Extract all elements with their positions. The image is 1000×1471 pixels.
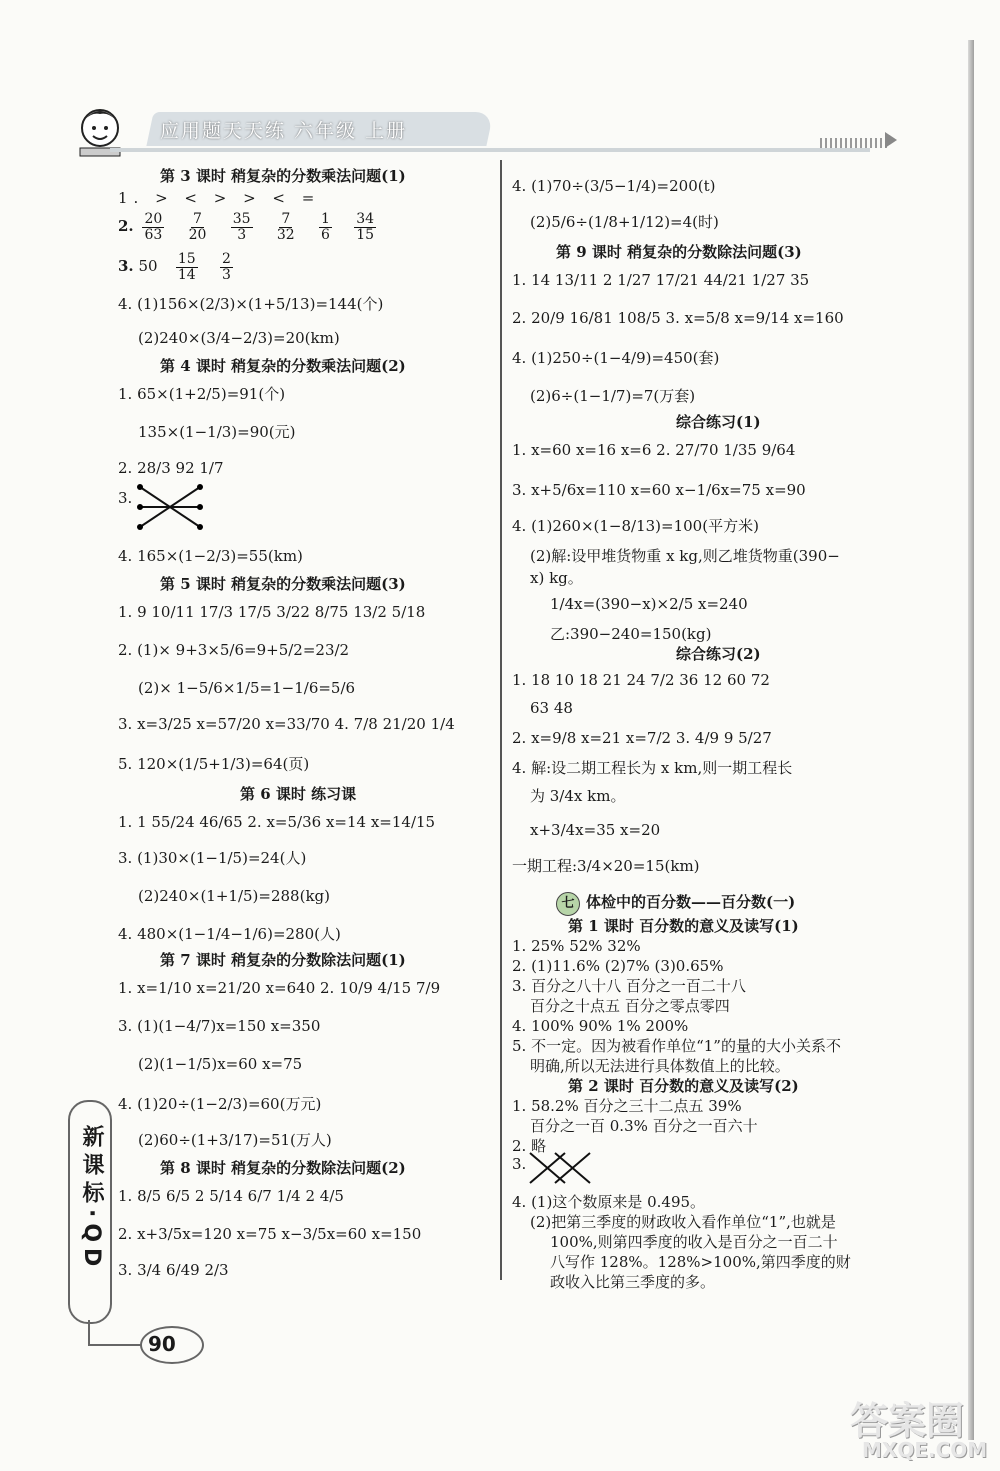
answer-line: 1. 9 10/11 17/3 17/5 3/22 8/75 13/2 5/18 (118, 603, 426, 621)
answer-line: 政收入比第三季度的多。 (550, 1273, 716, 1291)
answer-line: (2)6÷(1−1/7)=7(万套) (530, 387, 696, 405)
answer-line: 4. (1)260×(1−8/13)=100(平方米) (512, 517, 759, 535)
answer-line: 5. 不一定。因为被看作单位“1”的量的大小关系不 (512, 1037, 841, 1055)
section-title: 第 6 课时 练习课 (240, 785, 357, 803)
watermark-logo: 答案圈 (850, 1399, 965, 1443)
section-title: 第 3 课时 稍复杂的分数乘法问题(1) (160, 167, 406, 185)
answer-line: (2)240×(3/4−2/3)=20(km) (138, 329, 340, 347)
section-title: 综合练习(2) (676, 645, 761, 663)
answer-line: 1. > < > > < = (118, 189, 321, 207)
answer-line: 1. x=60 x=16 x=6 2. 27/70 1/35 9/64 (512, 441, 796, 459)
header-arrow-icon (885, 132, 897, 148)
answer-line: 1. 58.2% 百分之三十二点五 39% (512, 1097, 742, 1115)
section-title: 第 1 课时 百分数的意义及读写(1) (568, 917, 799, 935)
answer-line: 4. 解:设二期工程长为 x km,则一期工程长 (512, 759, 793, 777)
answer-line: 一期工程:3/4×20=15(km) (512, 857, 700, 875)
answer-line: 3. (512, 1155, 527, 1173)
answer-line: 4. 165×(1−2/3)=55(km) (118, 547, 303, 565)
answer-line: 百分之一百 0.3% 百分之一百六十 (530, 1117, 758, 1135)
answer-line: 2. x+3/5x=120 x=75 x−3/5x=60 x=150 (118, 1225, 422, 1243)
answer-line: 2. 20/9 16/81 108/5 3. x=5/8 x=9/14 x=160 (512, 309, 844, 327)
answer-line: (2)把第三季度的财政收入看作单位“1”,也就是 (530, 1213, 836, 1231)
section-title: 第 5 课时 稍复杂的分数乘法问题(3) (160, 575, 406, 593)
answer-line: 1. 14 13/11 2 1/27 17/21 44/21 1/27 35 (512, 271, 810, 289)
answer-line: 100%,则第四季度的收入是百分之一百二十 (550, 1233, 838, 1251)
answer-line: 4. 100% 90% 1% 200% (512, 1017, 689, 1035)
answer-line: 63 48 (530, 699, 573, 717)
section-title: 第 8 课时 稍复杂的分数除法问题(2) (160, 1159, 406, 1177)
answer-line: (2)240×(1+1/5)=288(kg) (138, 887, 330, 905)
answer-line: 3. x=3/25 x=57/20 x=33/70 4. 7/8 21/20 1/4 (118, 715, 455, 733)
answer-line: 4. (1)70÷(3/5−1/4)=200(t) (512, 177, 716, 195)
page-number: 90 (148, 1332, 176, 1356)
answer-line: 八写作 128%。128%>100%,第四季度的财 (550, 1253, 851, 1271)
answer-line: (2)× 1−5/6×1/5=1−1/6=5/6 (138, 679, 356, 697)
matching-diagram (525, 1148, 595, 1188)
answer-line: 明确,所以无法进行具体数值上的比较。 (530, 1057, 790, 1075)
answer-line: 5. 120×(1/5+1/3)=64(页) (118, 755, 310, 773)
answer-line: 1. 18 10 18 21 24 7/2 36 12 60 72 (512, 671, 770, 689)
answer-line: 1. 65×(1+2/5)=91(个) (118, 385, 286, 403)
page-connector (90, 1344, 142, 1346)
answer-line: (2)(1−1/5)x=60 x=75 (138, 1055, 303, 1073)
answer-line: 4. (1)156×(2/3)×(1+5/13)=144(个) (118, 295, 384, 313)
section-title: 第 4 课时 稍复杂的分数乘法问题(2) (160, 357, 406, 375)
column-divider (500, 160, 502, 1280)
answer-line: 4. 480×(1−1/4−1/6)=280(人) (118, 925, 341, 943)
answer-line: 1/4x=(390−x)×2/5 x=240 (550, 595, 748, 613)
answer-line: 1. 25% 52% 32% (512, 937, 641, 955)
answer-line: 2. (1)11.6% (2)7% (3)0.65% (512, 957, 724, 975)
answer-line: (2)解:设甲堆货物重 x kg,则乙堆货物重(390− (530, 547, 840, 565)
answer-line: 4. (1)250÷(1−4/9)=450(套) (512, 349, 720, 367)
answer-line: 为 3/4x km。 (530, 787, 626, 805)
answer-line: x+3/4x=35 x=20 (530, 821, 661, 839)
answer-line: 4. (1)20÷(1−2/3)=60(万元) (118, 1095, 322, 1113)
answer-line: 3. (1)(1−4/7)x=150 x=350 (118, 1017, 321, 1035)
header-dashes (820, 138, 890, 148)
answer-line: x) kg。 (530, 569, 583, 587)
section-title: 第 2 课时 百分数的意义及读写(2) (568, 1077, 799, 1095)
answer-line: 3. 50 $\frac{15}{14}$ $\frac{2}{3}$ (118, 251, 231, 283)
section-title: 第 9 课时 稍复杂的分数除法问题(3) (556, 243, 802, 261)
answer-line: 3. (118, 489, 133, 507)
answer-line: 3. x+5/6x=110 x=60 x−1/6x=75 x=90 (512, 481, 806, 499)
answer-line: 3. 百分之八十八 百分之一百二十八 (512, 977, 746, 995)
answer-line: 3. (1)30×(1−1/5)=24(人) (118, 849, 307, 867)
answer-line: 1. 8/5 6/5 2 5/14 6/7 1/4 2 4/5 (118, 1187, 344, 1205)
matching-diagram (135, 482, 205, 532)
header-title: 应用题天天练 六年级 上册 (160, 120, 408, 142)
unit-number-badge: 七 (556, 892, 580, 916)
answer-line: 135×(1−1/3)=90(元) (138, 423, 296, 441)
section-title: 综合练习(1) (676, 413, 761, 431)
answer-line: 2. $\frac{20}{63}$ $\frac{7}{20}$ $\frac{35}{3}$ $\frac{7}{32}$ $\frac{1}{6}$ $\frac{34}{15}$ (118, 211, 375, 243)
answer-line: 4. (1)这个数原来是 0.495。 (512, 1193, 706, 1211)
answer-line: 2. 略 (512, 1137, 547, 1155)
answer-line: 1. 1 55/24 46/65 2. x=5/36 x=14 x=14/15 (118, 813, 436, 831)
answer-line: 2. (1)× 9+3×5/6=9+5/2=23/2 (118, 641, 350, 659)
side-label: 新课标·QD (79, 1125, 104, 1273)
answer-line: (2)5/6÷(1/8+1/12)=4(时) (530, 213, 719, 231)
answer-line: 乙:390−240=150(kg) (550, 625, 712, 643)
answer-line: 2. 28/3 92 1/7 (118, 459, 224, 477)
section-title: 第 7 课时 稍复杂的分数除法问题(1) (160, 951, 406, 969)
answer-line: 2. x=9/8 x=21 x=7/2 3. 4/9 9 5/27 (512, 729, 772, 747)
page-edge-shadow (968, 40, 974, 1440)
answer-line: (2)60÷(1+3/17)=51(万人) (138, 1131, 332, 1149)
answer-line: 1. x=1/10 x=21/20 x=640 2. 10/9 4/15 7/9 (118, 979, 441, 997)
answer-line: 百分之十点五 百分之零点零四 (530, 997, 730, 1015)
unit-title: 体检中的百分数——百分数(一) (586, 893, 796, 911)
side-connector (88, 1320, 90, 1346)
answer-line: 3. 3/4 6/49 2/3 (118, 1261, 229, 1279)
watermark-url: MXQE.COM (862, 1438, 988, 1462)
header-rule (110, 148, 870, 152)
